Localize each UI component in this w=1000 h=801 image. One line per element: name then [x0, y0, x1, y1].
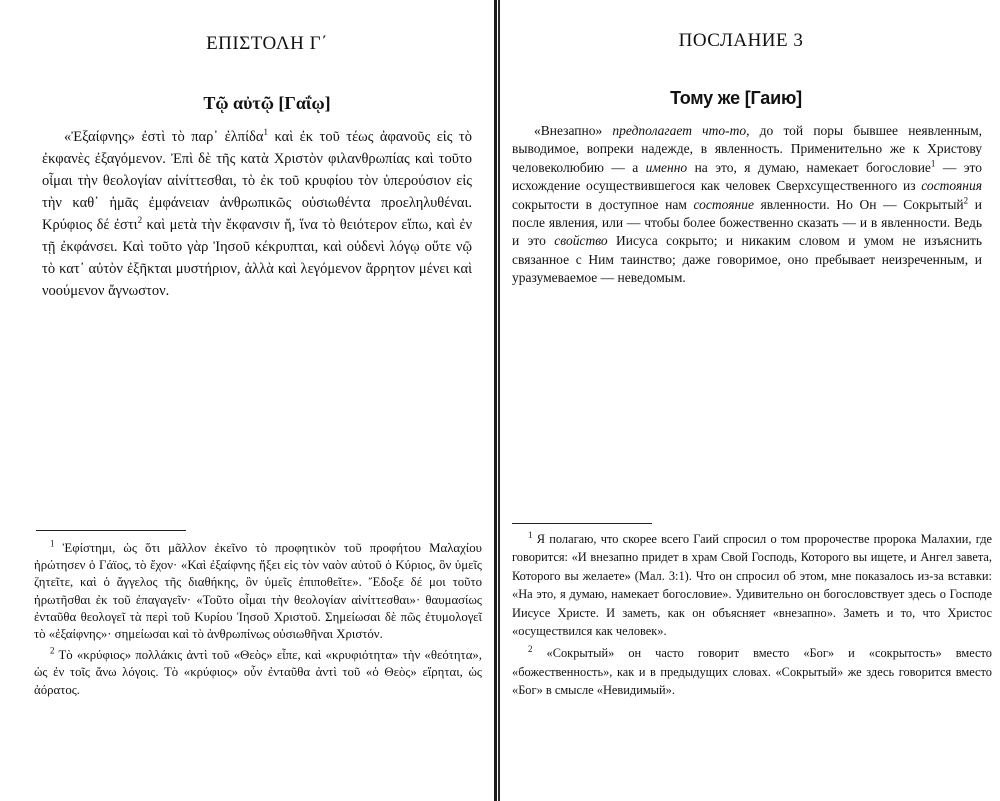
body-text-segment: Иисуса сокрыто; и никаким словом и умом не изъяснить связанное с Ним таинство; даже говоримое, оно пребывает неизреченным, и уразумеваемое — неведомым.	[512, 233, 983, 286]
running-head: ПОСЛАНИЕ 3	[678, 30, 804, 51]
footnote-divider	[512, 523, 652, 524]
italic-text: состояния	[921, 178, 982, 194]
footnotes	[512, 530, 992, 704]
footnote-number: 2	[50, 645, 55, 656]
footnote-text: Я полагаю, что скорее всего Гаий спросил о том пророчестве пророка Малахии, где говорится: «И внезапно придет в храм Свой Господь, Которого вы ищете, и Ангел завета, Которого вы желаете» (Мал. 3:1). Что он спросил об этом, мне показалось из-за вставки: «На это, я думаю, намекает богословие». Удивительно он богословствует здесь о Господе Иисусе Христе. И заметь, как он объясняет «внезапно». Заметь и то, что Христос «осуществился как человек».	[512, 532, 992, 639]
body-text-segment: на это, я думаю, намекает богословие	[687, 159, 931, 175]
footnote-marker: 1	[263, 127, 268, 138]
body-text-segment: «Внезапно»	[534, 123, 613, 138]
section-title: Тому же [Гаию]	[670, 88, 802, 108]
spine-gutter-right	[498, 0, 500, 801]
footnote	[512, 530, 992, 640]
footnote-text: «Сокрытый» он часто говорит вместо «Бог» и «сокрытость» вместо «божественность», как и в предыдущих словах. «Сокрытый» же здесь говорится вместо «Бог» в смысле «Невидимый».	[512, 646, 992, 698]
body-text-segment: и после явления, или — чтобы более божественно сказать — и в явленности. Ведь и это	[512, 196, 982, 249]
body-paragraph	[512, 122, 982, 288]
left-page-greek	[0, 0, 494, 801]
footnote	[34, 647, 482, 699]
footnote-marker: 2	[137, 215, 143, 226]
body-text-segment: до той поры бывшее неявленным, выводимое, вопреки надежде, в явленность. Применительно же к Христову человеколюбию — а	[512, 123, 982, 175]
italic-text: предполагает что-то,	[612, 123, 750, 138]
footnote-number: 1	[528, 529, 533, 540]
body-text-segment: καὶ μετὰ τὴν ἔκφανσιν ἤ, ἵνα τὸ θειότερον εἴπω, καὶ ἐν τῇ ἐκφάνσει. Καὶ τοῦτο γὰρ Ἰησοῦ κέκρυπται, καὶ οὐδενὶ λόγῳ οὔτε νῷ τὸ κατ᾽ αὐτὸν ἐξῆκται μυστήριον, ἀλλὰ καὶ λεγόμενον ἄρρητον μένει καὶ νοούμενον ἄγνωστον.	[42, 217, 473, 299]
footnote-divider	[36, 530, 186, 531]
footnote-text: Τὸ «κρύφιος» πολλάκις ἀντὶ τοῦ «Θεὸς» εἶπε, καὶ «κρυφιότητα» τὴν «θεότητα», ὡς ἐν τοῖς ἄνω λόγοις. Τὸ «κρύφιος» οὖν ἐνταῦθα ἀντὶ τοῦ «ὁ Θεὸς» εἴρηται, ὡς ἀόρατος.	[34, 648, 482, 697]
body-text-segment: «Ἐξαίφνης» ἐστὶ τὸ παρ᾽ ἐλπίδα	[64, 129, 264, 145]
body-text-segment: явленности. Но Он — Сокрытый	[753, 196, 964, 212]
italic-text: именно	[645, 159, 688, 175]
footnote-marker: 1	[930, 158, 936, 169]
italic-text: свойство	[554, 233, 608, 249]
footnote-marker: 2	[963, 195, 969, 206]
footnote	[512, 644, 992, 699]
footnote-text: Ἐφίστημι, ὡς ὅτι μᾶλλον ἐκεῖνο τὸ προφητικὸν τοῦ προφήτου Μαλαχίου ἠρώτησεν ὁ Γάϊος, τὸ ἔχον· «Καὶ ἐξαίφνης ἥξει εἰς τὸν ναὸν αὐτοῦ ὁ Κύριος, ὃν ὑμεῖς ζητεῖτε, καὶ ὁ ἄγγελος τῆς διαθήκης, ὃν ὑμεῖς ἐπιποθεῖτε». Ἔδοξε δέ μοι τοῦτο ἠρωτῆσθαι ἐκ τοῦ ἐπαγαγεῖν· «Τοῦτο οἶμαι τὴν θεολογίαν αἰνίττεσθαι»· θαυμασίως ἐνταῦθα θεολογεῖ τὰ περὶ τοῦ Κυρίου Ἰησοῦ Χριστοῦ. Σημείωσαι δὲ πῶς ἐτυμολογεῖ τὸ «ἐξαίφνης»· σημείωσαι καὶ τὸ ἀνθρωπίνως οὐσιωθῆναι Χριστόν.	[34, 541, 482, 642]
footnote	[34, 540, 482, 643]
body-text-segment: сокрытости в доступное нам	[512, 196, 694, 212]
right-page-russian	[502, 0, 1000, 801]
running-head: ΕΠΙΣΤΟΛΗ Γ΄	[206, 33, 328, 54]
footnotes	[34, 540, 482, 703]
spine-gutter-left	[494, 0, 497, 801]
body-paragraph	[42, 126, 472, 302]
body-text-segment: — это исхождение осуществившегося как человек Сверхсущественного из	[512, 159, 982, 194]
body-text-segment: καὶ ἐκ τοῦ τέως ἀφανοῦς εἰς τὸ ἐκφανὲς ἐξαγόμενον. Ἐπὶ δὲ τῆς κατὰ Χριστὸν φιλανθρωπίας καὶ τοῦτο οἶμαι τὴν θεολογίαν αἰνίττεσθαι, τὸ ἐκ τοῦ κρυφίου τὸν ὑπερούσιον εἰς τὴν καθ᾽ ἡμᾶς ἐμφάνειαν ἀνθρωπικῶς οὐσιωθέντα προεληλυθέναι. Κρύφιος δέ ἐστι	[42, 129, 473, 233]
footnote-number: 1	[50, 538, 55, 549]
section-title: Τῷ αὐτῷ [Γαΐῳ]	[203, 93, 331, 113]
footnote-number: 2	[528, 644, 533, 655]
italic-text: состояние	[693, 196, 754, 212]
